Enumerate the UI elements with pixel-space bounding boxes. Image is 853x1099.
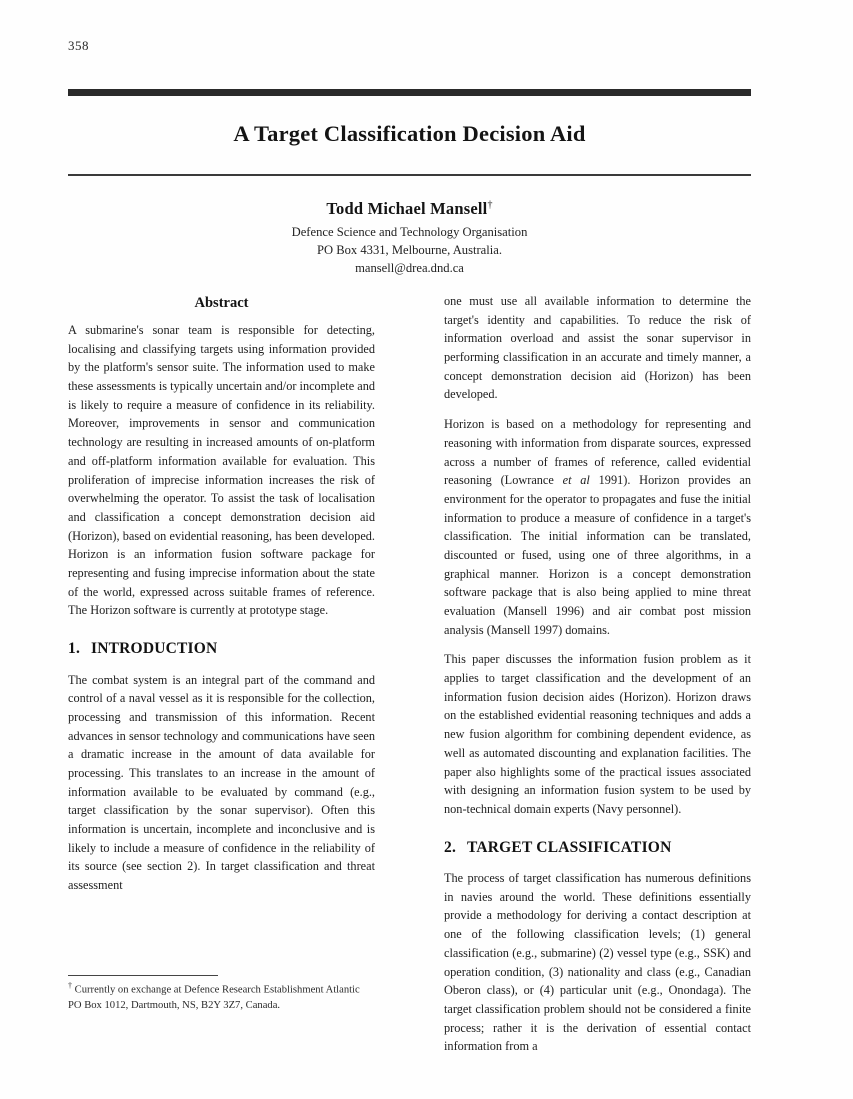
paragraph: This paper discusses the information fusion problem as it applies to target classification and the development of an information fusion decision aides (Horizon). Horizon draws on the established evidential reasoning techniques and adds a new fusion algorithm for combining dependent evidence, as well as automated discounting and explanation facilities. The paper also highlights some of the practical issues associated with designing an information fusion system to be used by non-technical domain experts (Navy personnel). [444, 652, 751, 816]
abstract-heading: Abstract [194, 295, 249, 311]
author-address: PO Box 4331, Melbourne, Australia. [316, 243, 503, 257]
section-number-2: 2. [444, 838, 457, 856]
paragraph: one must use all available information to determine the target's identity and capabilities. To reduce the risk of information overload and assist the sonar supervisor in performing classification in an accurate and timely manner, a concept demonstration decision aid (Horizon) has been developed. [444, 294, 751, 402]
author-email: mansell@drea.dnd.ca [355, 261, 464, 275]
page-title: A Target Classification Decision Aid [233, 121, 586, 146]
author-organisation: Defence Science and Technology Organisation [291, 225, 528, 239]
author-dagger: † [487, 199, 493, 211]
abstract-text: A submarine's sonar team is responsible for detecting, localising and classifying targets using information provided by the platform's sensor suite. The information used to make these assessments is typically uncertain and/or incomplete and is likely to require a measure of confidence in its reliability. Moreover, improvements in sensor and communication technology are resulting in increased amounts of on-platform and off-platform information available for evaluation. This proliferation of imprecise information increases the risk of overwhelming the operator. To assist the task of localisation and classification a concept demonstration decision aid (Horizon), based on evidential reasoning, has been developed. Horizon is an information fusion software package for representing and fusing imprecise information about the state of the world, expressed across suitable frames of reference. The Horizon software is currently at prototype stage. [68, 323, 375, 618]
section-heading-target-classification [444, 836, 751, 860]
header-rule [68, 89, 751, 96]
author-block [68, 199, 751, 276]
paragraph: The process of target classification has numerous definitions in navies around the world. These definitions essentially provide a methodology for deriving a contact description at one of the following classification levels; (1) general classification (e.g., submarine) (2) vessel type (e.g., SSK) and operation condition, (3) nationality and class (e.g., Canadian Oberon class), or (4) particular unit (e.g., Onondaga). The target classification problem should not be considered a finite process; rather it is the derivation of essential contact information from a [444, 871, 751, 1054]
section-heading-introduction [68, 637, 375, 661]
page-number: 358 [68, 38, 89, 53]
footnote [68, 980, 375, 1013]
column-right [444, 292, 751, 1067]
footnote-line-1: Currently on exchange at Defence Research Establishment Atlantic [74, 984, 360, 996]
section-title-1: INTRODUCTION [91, 640, 218, 658]
footnote-marker: † [68, 981, 72, 990]
section-title-2: TARGET CLASSIFICATION [467, 838, 672, 856]
column-left [68, 292, 375, 906]
footnote-rule [68, 975, 218, 976]
title-rule [68, 174, 751, 176]
section-number-1: 1. [68, 640, 81, 658]
footnote-line-2: PO Box 1012, Dartmouth, NS, B2Y 3Z7, Canada. [68, 999, 281, 1011]
paragraph: Horizon is based on a methodology for representing and reasoning with information from disparate sources, expressed across a number of frames of reference, called evidential reasoning (Lowrance et al 1991). Horizon provides an environment for the operator to propagates and fuse the initial information to produce a measure of confidence in a target's classification. The initial information can be translated, discounted or fused, using one of three algorithms, in a graphical manner. Horizon is a concept demonstration software package that is also being applied to mine threat evaluation (Mansell 1996) and air combat post mission analysis (Mansell 1997) domains. [444, 417, 751, 637]
author-name [68, 199, 751, 219]
author-name-text: Todd Michael Mansell [326, 199, 488, 218]
paragraph: The combat system is an integral part of the command and control of a naval vessel as it is responsible for the collection, processing and transmission of this information. Recent advances in sensor technology and communications have seen a dramatic increase in the amount of data available for processing. This translates to an increase in the amount of information available to be evaluated by command (e.g., target classification by the sonar supervisor). Often this information is uncertain, incomplete and inconclusive and is likely to include a measure of confidence in the reliability of its source (see section 2). In target classification and threat assessment [68, 672, 375, 893]
